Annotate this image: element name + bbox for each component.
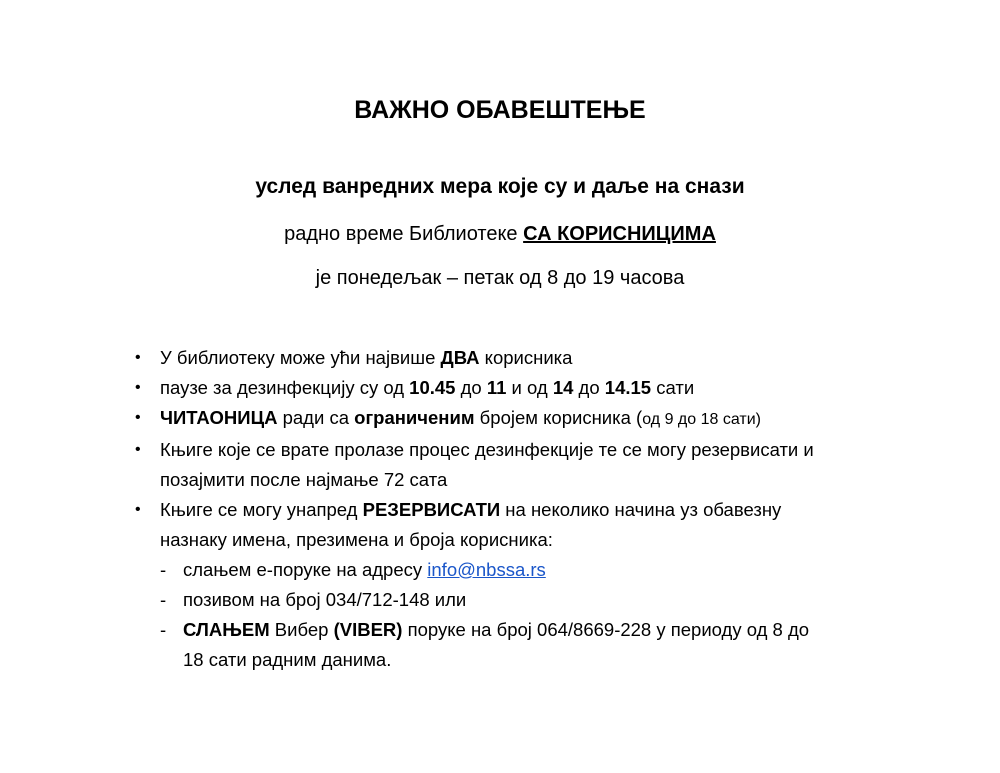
reservation-method-viber: - СЛАЊЕМ Вибер (VIBER) поруке на број 064/8669-228 у периоду од 8 до 18 сати радним данима. (0, 615, 900, 675)
page-title: ВАЖНО ОБАВЕШТЕЊЕ (354, 96, 646, 124)
working-hours-line (0, 223, 1000, 246)
list-item: • Књиге које се врате пролазе процес дезинфекције те се могу резервисати и позајмити после најмање 72 сата (0, 435, 900, 495)
list-item: • ЧИТАОНИЦА ради са ограниченим бројем корисника (од 9 до 18 сати) (0, 403, 900, 435)
dash-icon: - (160, 559, 167, 580)
reservation-method-phone: - позивом на број 034/712-148 или (0, 585, 900, 615)
dash-icon: - (160, 619, 167, 640)
working-days-line: је понедељак – петак од 8 до 19 часова (315, 267, 685, 289)
working-hours-emphasis: СА КОРИСНИЦИМА (523, 223, 716, 245)
dash-icon: - (160, 589, 167, 610)
bullet-icon: • (135, 379, 141, 396)
rules-list (0, 343, 1000, 675)
notice-subtitle: услед ванредних мера које су и даље на снази (255, 175, 745, 198)
bullet-icon: • (135, 501, 141, 518)
bullet-icon: • (135, 409, 141, 426)
list-item: • Књиге се могу унапред РЕЗЕРВИСАТИ на неколико начина уз обавезну назнаку имена, презимена и броја корисника: (0, 495, 900, 555)
bullet-icon: • (135, 349, 141, 366)
working-hours-prefix: радно време Библиотеке (284, 223, 524, 245)
email-link[interactable]: info@nbssa.rs (427, 559, 546, 580)
list-item: • У библиотеку може ући највише ДВА корисника (0, 343, 900, 373)
list-item: • паузе за дезинфекцију су од 10.45 до 11 и од 14 до 14.15 сати (0, 373, 900, 403)
bullet-icon: • (135, 441, 141, 458)
reservation-method-email: - слањем е-поруке на адресу info@nbssa.rs (0, 555, 900, 585)
